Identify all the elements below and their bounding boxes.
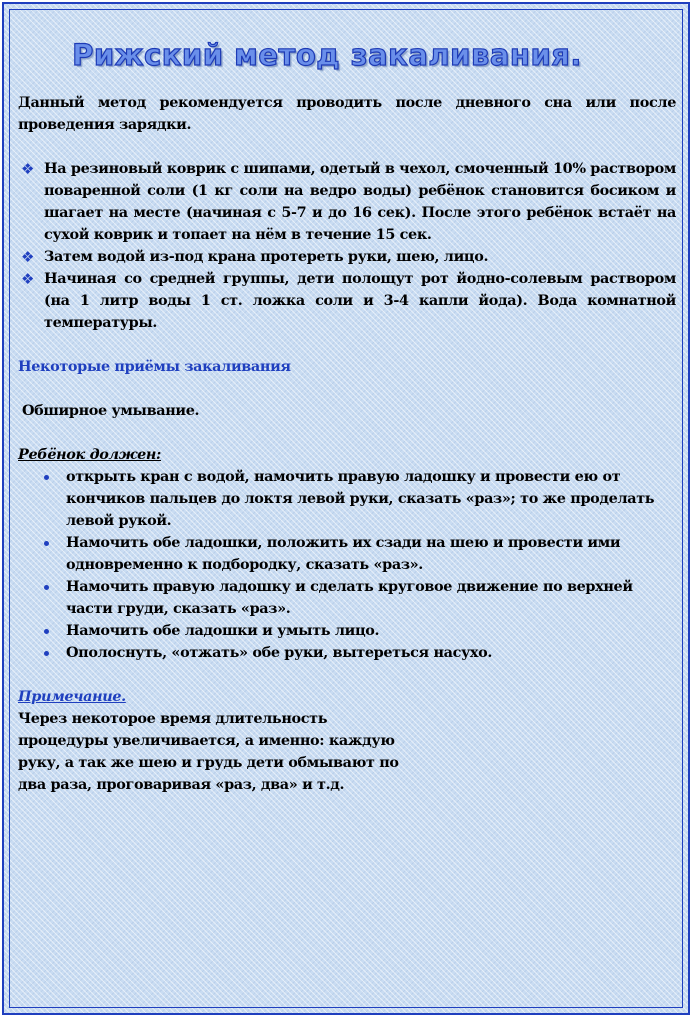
list-item: ❖ На резиновый коврик с шипами, одетый в чехол, смоченный 10% раствором поваренной соли (1 кг соли на ведро воды) ребёнок становится босиком и шагает на месте (начиная с 5-7 и до 16 сек). После этого ребёнок встаёт на сухой коврик и топает на нём в течение 15 сек.: [21, 160, 676, 243]
list-item: Намочить правую ладошку и сделать круговое движение по верхней части груди, сказать «раз».: [18, 576, 676, 620]
note-text: Через некоторое время длительность процедуры увеличивается, а именно: каждую руку, а так же шею и грудь дети обмывают по два раза, проговаривая «раз, два» и т.д.: [18, 710, 399, 793]
list-item: Намочить обе ладошки, положить их сзади на шею и провести ими одновременно к подбородку, сказать «раз».: [18, 532, 676, 576]
washing-steps-list: [18, 466, 676, 664]
document-body: [18, 36, 676, 796]
diamond-bullet-icon: ❖: [21, 160, 35, 178]
intro-paragraph: Данный метод рекомендуется проводить после дневного сна или после проведения зарядки.: [18, 94, 676, 133]
bullet-dot-icon: [44, 475, 49, 480]
diamond-bullet-icon: ❖: [21, 270, 35, 288]
techniques-heading: Некоторые приёмы закаливания: [18, 358, 291, 375]
list-item: Ополоснуть, «отжать» обе руки, вытереться насухо.: [18, 642, 676, 664]
procedure-list: [18, 158, 676, 334]
page-frame: [2, 2, 690, 1015]
bullet-dot-icon: [44, 651, 49, 656]
bullet-dot-icon: [44, 585, 49, 590]
list-item: Намочить обе ладошки и умыть лицо.: [18, 620, 676, 642]
diamond-bullet-icon: ❖: [21, 248, 35, 266]
list-item: ❖ Затем водой из-под крана протереть руки, шею, лицо.: [21, 248, 489, 266]
bullet-dot-icon: [44, 541, 49, 546]
page-title: Рижский метод закаливания.: [72, 38, 582, 72]
note-label: Примечание.: [18, 688, 126, 705]
bullet-dot-icon: [44, 629, 49, 634]
child-must-label: Ребёнок должен:: [18, 446, 161, 463]
list-item: ❖ Начиная со средней группы, дети полощут рот йодно-солевым раствором (на 1 литр воды 1 ст. ложка соли и 3-4 капли йода). Вода комнатной температуры.: [21, 270, 676, 331]
list-item: открыть кран с водой, намочить правую ладошку и провести ею от кончиков пальцев до локтя левой руки, сказать «раз»; то же проделать левой рукой.: [18, 466, 676, 532]
washing-title: Обширное умывание.: [22, 402, 200, 419]
